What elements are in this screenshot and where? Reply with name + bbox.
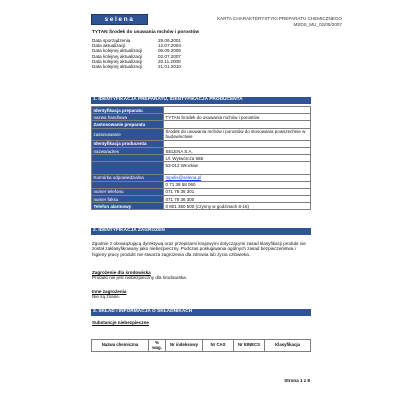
env-text: Produkt nie jest niebezpieczny dla środowiska. xyxy=(92,275,187,281)
section-2-heading: 2. IDENTYFIKACJA ZAGROŻEŃ xyxy=(91,228,311,235)
composition-table xyxy=(91,339,311,352)
env-heading: Zagrożenie dla środowiska xyxy=(92,270,151,275)
producer-city-empty xyxy=(92,162,164,174)
document-code: MSDS_MU_02/05/2007 xyxy=(293,22,342,27)
producer-name-label: nazwa/adres xyxy=(92,147,164,154)
col-chemical-name: Nazwa chemiczna xyxy=(92,340,149,352)
producer-head: Identyfikacja producenta xyxy=(92,140,164,147)
section-1-heading: 1. IDENTYFIKACJA PREPARATU, IDENTYFIKACJA PRODUCENTA xyxy=(91,97,311,104)
date-value: 21.01.2010 xyxy=(158,63,181,69)
col-weight: % wag. xyxy=(149,340,166,352)
date-value: 12.07.2004 xyxy=(158,43,181,49)
date-label: Data kolejnej aktualizacji xyxy=(92,58,143,64)
ident-head-empty xyxy=(164,107,311,114)
producer-table xyxy=(91,106,311,210)
use-value: Środek do usuwania mchów i porostów do stosowania powszechnie w budownictwie xyxy=(164,128,311,140)
composition-header-row xyxy=(92,340,311,352)
env-block xyxy=(92,270,308,281)
use-head-empty xyxy=(164,121,311,128)
producer-street: Ul. Wytwórcza 56E xyxy=(164,155,311,162)
alarm-value: 0 801 350 500 (czynny w godzinach 8-16) xyxy=(164,203,311,210)
email-link[interactable]: mpolis@selena.pl xyxy=(165,175,202,181)
col-einecs: Nr EINECS xyxy=(234,340,265,352)
fax-value: 071 78 36 300 xyxy=(164,196,311,203)
phone-label: numer telefonu xyxy=(92,188,164,195)
producer-head-empty xyxy=(164,140,311,147)
producer-name: SELENA S.A. xyxy=(164,147,311,154)
selena-logo xyxy=(91,14,148,25)
trade-name-value: TYTAN Środek do usuwania mchów i porostów xyxy=(164,114,311,121)
producer-street-empty xyxy=(92,155,164,162)
date-label: Data aktualizacji xyxy=(92,43,126,49)
col-classification: Klasyfikacja xyxy=(265,340,311,352)
cell-phone-empty xyxy=(92,181,164,188)
phone-value: 071 78 36 301 xyxy=(164,188,311,195)
date-value: 02.07.2007 xyxy=(158,53,181,59)
col-index: Nr indeksowy xyxy=(166,340,203,352)
cell-label: Komórka odpowiedzialna xyxy=(92,174,164,181)
ident-head: Identyfikacja preparatu xyxy=(92,107,164,114)
product-title: TYTAN Środek do usuwania mchów i porostów xyxy=(92,30,200,35)
document-title: KARTA CHARAKTERYSTYKI PREPARATU CHEMICZNEGO xyxy=(217,16,342,21)
dates-block xyxy=(92,38,292,69)
alarm-label: Telefon alarmowy xyxy=(92,203,164,210)
date-label: Data kolejnej aktualizacji xyxy=(92,53,143,59)
date-label: Data sporządzenia xyxy=(92,38,131,43)
trade-name-label: nazwa handlowa xyxy=(92,114,164,121)
page-number: Strona 1 z 8 xyxy=(284,378,310,383)
date-label: Data kolejnej aktualizacji xyxy=(92,63,143,69)
cell-phone: 0 71 38 58 060 xyxy=(164,181,311,188)
col-cas: Nr CAS xyxy=(203,340,234,352)
cell-email-cell xyxy=(164,174,311,181)
substances-subhead: Substancje niebezpieczne xyxy=(92,320,149,325)
date-value: 20.11.2008 xyxy=(158,58,181,64)
date-value: 06.09.2006 xyxy=(158,48,181,54)
hazard-paragraph: Zgodnie z obowiązującą dyrektywą oraz przepisami krajowymi dotyczącymi zasad klasyfikacji produkt nie został zaklasyfikowany jako niebezpieczny. Podczas posługiwania ogólnych zasad bezpieczeństwa i higieny pracy produkt nie stwarza zagrożenia dla zdrowia lub życia człowieka. xyxy=(92,241,306,257)
other-heading: Inne zagrożenia xyxy=(92,289,127,294)
date-label: Data kolejnej aktualizacji xyxy=(92,48,143,54)
substances-subhead-block xyxy=(92,320,308,325)
producer-city: 53-012 Wrocław xyxy=(164,162,311,174)
other-text: Nie są znane. xyxy=(92,294,121,300)
date-row xyxy=(92,64,292,69)
section-3-heading: 3. SKŁAD I INFORMACJA O SKŁADNIKACH xyxy=(91,309,311,316)
use-head: Zastosowanie preparatu xyxy=(92,121,164,128)
fax-label: numer faksu xyxy=(92,196,164,203)
use-label: zastosowanie xyxy=(92,128,164,140)
other-block xyxy=(92,289,308,300)
logo-text: selena xyxy=(104,16,135,23)
date-value: 29.06.2001 xyxy=(158,38,181,43)
